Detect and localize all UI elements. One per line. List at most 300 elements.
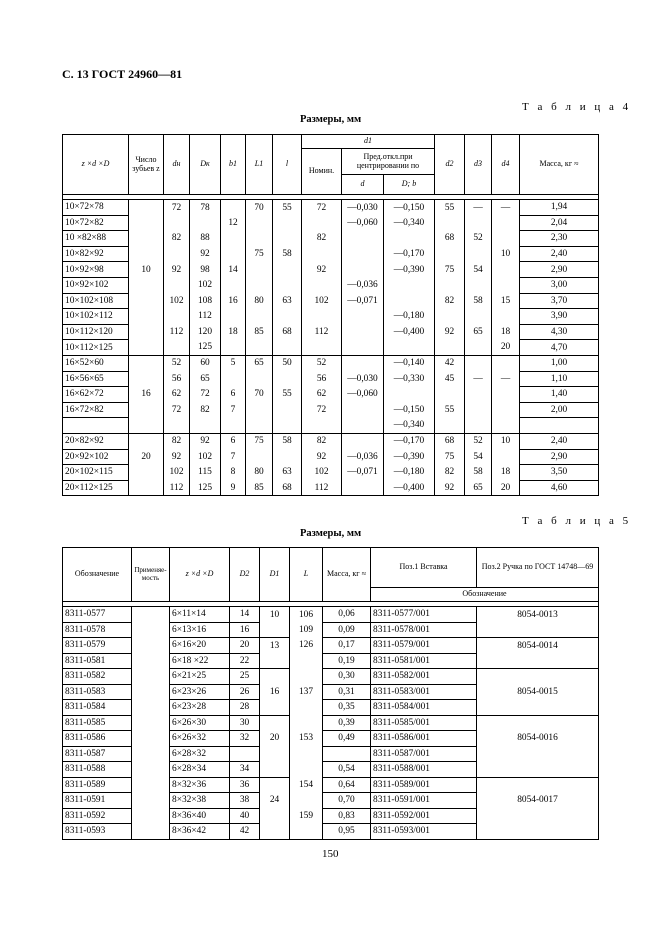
cell-D1: 16 [260,684,290,700]
cell-nom [302,418,342,434]
table-row [63,433,599,449]
cell-pos2 [477,700,599,716]
cell-L1 [246,340,273,356]
cell-dev-d [342,480,384,496]
cell-D2: 42 [230,824,260,840]
cell-dn: 102 [164,465,190,481]
cell-b1 [221,371,246,387]
cell-Dk [190,215,221,231]
cell-dn [164,246,190,262]
cell-l: 55 [273,200,302,216]
cell-d2: 82 [435,465,465,481]
cell-L [290,700,323,716]
cell-L1: 85 [246,480,273,496]
cell-dn: 112 [164,324,190,340]
cell-b1 [221,231,246,247]
cell-dev-Db [384,340,435,356]
cell-teeth [129,324,164,340]
cell-d3: 52 [465,231,492,247]
cell-d4: — [492,371,520,387]
cell-b1: 14 [221,262,246,278]
cell-Dk: 72 [190,387,221,403]
cell-L1: 75 [246,433,273,449]
cell-mass: 0,30 [323,669,371,685]
cell-mass: 0,70 [323,793,371,809]
cell-designation: 8311-0584 [63,700,132,716]
cell-l [273,418,302,434]
cell-D1 [260,669,290,685]
cell-zdD: 20×82×92 [63,433,129,449]
cell-D1 [260,762,290,778]
cell-dev-d [342,402,384,418]
cell-l [273,340,302,356]
cell-pos2 [477,762,599,778]
cell-b1: 9 [221,480,246,496]
cell-pos2 [477,746,599,762]
cell-b1: 7 [221,402,246,418]
cell-nom: 72 [302,200,342,216]
cell-d2 [435,418,465,434]
cell-d3 [465,355,492,371]
col-d1: d1 [302,135,435,149]
cell-d3 [465,215,492,231]
cell-d4: 18 [492,324,520,340]
cell-teeth [129,480,164,496]
col-d3: d3 [465,135,492,195]
cell-dn: 72 [164,200,190,216]
cell-applicability [132,622,170,638]
cell-dev-d: —0,036 [342,449,384,465]
cell-L1 [246,449,273,465]
cell-dev-Db: —0,150 [384,402,435,418]
col-zdD5: z ×d ×D [170,548,230,602]
cell-L [290,762,323,778]
cell-nom: 52 [302,355,342,371]
table4-label: Т а б л и ц а 4 [522,101,632,113]
cell-dn: 82 [164,231,190,247]
cell-nom [302,340,342,356]
cell-zdD: 8×36×40 [170,808,230,824]
cell-pos2: 8054-0015 [477,684,599,700]
cell-L1: 70 [246,200,273,216]
cell-mass: 1,00 [520,355,599,371]
table-row [63,262,599,278]
cell-pos1: 8311-0593/001 [371,824,477,840]
cell-dev-Db: —0,340 [384,418,435,434]
cell-D1: 20 [260,731,290,747]
cell-mass: 2,04 [520,215,599,231]
cell-l [273,371,302,387]
table-row [63,808,599,824]
table-row [63,200,599,216]
cell-zdD: 10×112×125 [63,340,129,356]
cell-d4: 10 [492,246,520,262]
cell-applicability [132,653,170,669]
cell-D2: 38 [230,793,260,809]
cell-dn [164,418,190,434]
cell-b1: 6 [221,387,246,403]
cell-d2: 42 [435,355,465,371]
cell-nom: 102 [302,465,342,481]
cell-L: 109 [290,622,323,638]
cell-dev-Db: —0,140 [384,355,435,371]
cell-Dk: 98 [190,262,221,278]
cell-mass [323,746,371,762]
cell-d3 [465,246,492,262]
cell-d4: — [492,200,520,216]
cell-D1 [260,700,290,716]
cell-d2: 45 [435,371,465,387]
cell-zdD: 10×102×112 [63,309,129,325]
page-number: 150 [322,848,339,860]
table-row [63,669,599,685]
cell-dev-Db: —0,180 [384,309,435,325]
col-Dk: Dк [190,135,221,195]
col-dn: dн [164,135,190,195]
cell-d3: 54 [465,449,492,465]
cell-D1: 13 [260,638,290,654]
col-L1: L1 [246,135,273,195]
cell-pos1: 8311-0577/001 [371,607,477,623]
cell-zdD: 10×102×108 [63,293,129,309]
cell-Dk: 102 [190,277,221,293]
cell-pos2 [477,622,599,638]
cell-d2 [435,277,465,293]
cell-dev-d [342,340,384,356]
cell-dev-Db: —0,400 [384,480,435,496]
cell-L: 153 [290,731,323,747]
cell-l: 63 [273,293,302,309]
cell-zdD: 10×72×82 [63,215,129,231]
cell-L1: 70 [246,387,273,403]
cell-teeth [129,371,164,387]
cell-designation: 8311-0592 [63,808,132,824]
cell-mass: 0,17 [323,638,371,654]
cell-zdD: 20×92×102 [63,449,129,465]
cell-dn: 92 [164,262,190,278]
cell-D2: 36 [230,777,260,793]
cell-zdD: 6×23×28 [170,700,230,716]
cell-D2: 40 [230,808,260,824]
cell-nom: 112 [302,480,342,496]
col-teeth: Число зубьев z [129,135,164,195]
cell-Dk [190,418,221,434]
cell-b1: 18 [221,324,246,340]
cell-zdD: 10×92×98 [63,262,129,278]
cell-Dk: 82 [190,402,221,418]
cell-mass: 0,64 [323,777,371,793]
cell-teeth [129,277,164,293]
cell-nom: 82 [302,231,342,247]
cell-L: 154 [290,777,323,793]
cell-dev-d: —0,030 [342,200,384,216]
cell-L1 [246,215,273,231]
cell-L1 [246,418,273,434]
cell-Dk: 108 [190,293,221,309]
cell-pos1: 8311-0583/001 [371,684,477,700]
cell-applicability [132,669,170,685]
cell-d4: 20 [492,480,520,496]
cell-pos2: 8054-0014 [477,638,599,654]
cell-pos2: 8054-0013 [477,607,599,623]
cell-designation: 8311-0586 [63,731,132,747]
cell-dev-Db [384,387,435,403]
cell-teeth [129,246,164,262]
cell-dev-Db: —0,170 [384,433,435,449]
cell-nom [302,215,342,231]
table-row [63,793,599,809]
cell-dev-d [342,324,384,340]
cell-dev-d [342,231,384,247]
cell-pos1: 8311-0578/001 [371,622,477,638]
cell-d3: 65 [465,480,492,496]
cell-zdD: 10 ×82×88 [63,231,129,247]
cell-pos1: 8311-0585/001 [371,715,477,731]
cell-Dk: 65 [190,371,221,387]
cell-d3 [465,387,492,403]
cell-dn: 102 [164,293,190,309]
cell-L [290,793,323,809]
cell-l [273,277,302,293]
col-D1: D1 [260,548,290,602]
cell-d2: 68 [435,231,465,247]
cell-L1 [246,309,273,325]
cell-d3 [465,340,492,356]
cell-D1 [260,746,290,762]
cell-d2: 55 [435,200,465,216]
cell-dn [164,277,190,293]
cell-nom: 62 [302,387,342,403]
cell-Dk: 102 [190,449,221,465]
cell-d4 [492,402,520,418]
cell-L [290,653,323,669]
cell-mass: 0,54 [323,762,371,778]
cell-L1: 75 [246,246,273,262]
table-row [63,355,599,371]
cell-d4 [492,355,520,371]
cell-applicability [132,684,170,700]
cell-d3: 58 [465,465,492,481]
cell-designation: 8311-0593 [63,824,132,840]
cell-nom: 92 [302,449,342,465]
cell-pos2 [477,715,599,731]
table-row [63,731,599,747]
cell-zdD: 20×112×125 [63,480,129,496]
cell-zdD: 20×102×115 [63,465,129,481]
col-dev-d: d [342,175,384,195]
cell-l [273,231,302,247]
cell-d2: 92 [435,324,465,340]
cell-dev-d [342,433,384,449]
cell-zdD: 6×26×32 [170,731,230,747]
cell-d4 [492,262,520,278]
cell-d4: 18 [492,465,520,481]
cell-teeth [129,465,164,481]
cell-designation: 8311-0583 [63,684,132,700]
cell-dev-Db: —0,170 [384,246,435,262]
cell-mass: 2,30 [520,231,599,247]
cell-nom [302,277,342,293]
table-row [63,746,599,762]
cell-b1: 7 [221,449,246,465]
cell-mass: 0,39 [323,715,371,731]
cell-d3: 54 [465,262,492,278]
cell-applicability [132,700,170,716]
cell-mass: 0,06 [323,607,371,623]
cell-d4: 10 [492,433,520,449]
table-row [63,371,599,387]
table-row [63,762,599,778]
cell-mass: 2,40 [520,246,599,262]
cell-teeth [129,293,164,309]
cell-pos2 [477,824,599,840]
cell-d3: — [465,200,492,216]
cell-zdD: 10×82×92 [63,246,129,262]
cell-nom: 56 [302,371,342,387]
cell-zdD: 6×13×16 [170,622,230,638]
cell-dn: 56 [164,371,190,387]
cell-L1: 85 [246,324,273,340]
cell-d3 [465,402,492,418]
cell-l: 68 [273,480,302,496]
cell-mass: 3,90 [520,309,599,325]
cell-dev-d [342,355,384,371]
cell-dn [164,309,190,325]
cell-dn: 62 [164,387,190,403]
table-5 [62,547,599,840]
cell-d2 [435,246,465,262]
cell-nom: 92 [302,262,342,278]
cell-D1 [260,808,290,824]
cell-applicability [132,824,170,840]
cell-b1 [221,340,246,356]
cell-b1: 8 [221,465,246,481]
cell-Dk: 125 [190,340,221,356]
cell-L1 [246,262,273,278]
table-row [63,246,599,262]
cell-L1: 65 [246,355,273,371]
cell-l [273,309,302,325]
cell-d4 [492,277,520,293]
cell-Dk: 60 [190,355,221,371]
cell-dn: 112 [164,480,190,496]
cell-dev-Db [384,231,435,247]
cell-dev-Db: —0,390 [384,262,435,278]
cell-Dk: 115 [190,465,221,481]
cell-teeth [129,418,164,434]
table-row [63,231,599,247]
cell-d4: 15 [492,293,520,309]
table-row [63,607,599,623]
cell-Dk: 125 [190,480,221,496]
cell-designation: 8311-0587 [63,746,132,762]
cell-D1 [260,824,290,840]
cell-d4 [492,231,520,247]
cell-pos1: 8311-0589/001 [371,777,477,793]
cell-L1: 80 [246,293,273,309]
cell-b1 [221,277,246,293]
table-row [63,402,599,418]
cell-D1 [260,777,290,793]
cell-dev-d: —0,030 [342,371,384,387]
cell-designation: 8311-0582 [63,669,132,685]
cell-l: 63 [273,465,302,481]
cell-designation: 8311-0589 [63,777,132,793]
cell-dev-d [342,418,384,434]
cell-d2 [435,215,465,231]
cell-dev-Db: —0,340 [384,215,435,231]
cell-zdD: 16×56×65 [63,371,129,387]
cell-zdD: 10×92×102 [63,277,129,293]
cell-d3 [465,309,492,325]
cell-L [290,669,323,685]
table-row [63,638,599,654]
table-row [63,277,599,293]
table-row [63,480,599,496]
cell-dn: 72 [164,402,190,418]
cell-Dk: 78 [190,200,221,216]
cell-d3 [465,277,492,293]
col-d2: d2 [435,135,465,195]
cell-D2: 14 [230,607,260,623]
cell-zdD: 8×32×36 [170,777,230,793]
table-row [63,824,599,840]
cell-applicability [132,607,170,623]
cell-b1: 16 [221,293,246,309]
cell-L1 [246,231,273,247]
cell-L1 [246,402,273,418]
cell-applicability [132,808,170,824]
cell-zdD: 6×28×34 [170,762,230,778]
table-row [63,418,599,434]
col-l: l [273,135,302,195]
cell-pos2 [477,777,599,793]
cell-d2 [435,340,465,356]
cell-D1 [260,622,290,638]
cell-Dk: 92 [190,246,221,262]
cell-D2: 34 [230,762,260,778]
cell-L: 106 [290,607,323,623]
cell-D2: 16 [230,622,260,638]
cell-mass: 0,83 [323,808,371,824]
cell-L: 126 [290,638,323,654]
col-nom: Номин. [302,149,342,195]
cell-teeth [129,402,164,418]
cell-L [290,715,323,731]
cell-nom: 112 [302,324,342,340]
cell-d4 [492,309,520,325]
cell-teeth [129,215,164,231]
cell-dev-d [342,246,384,262]
cell-teeth [129,355,164,371]
cell-Dk: 112 [190,309,221,325]
cell-teeth [129,200,164,216]
col-designation: Обозначение [63,548,132,602]
cell-designation: 8311-0577 [63,607,132,623]
cell-dev-d: —0,071 [342,465,384,481]
cell-d4: 20 [492,340,520,356]
cell-Dk: 88 [190,231,221,247]
cell-mass: 0,95 [323,824,371,840]
cell-mass: 2,00 [520,402,599,418]
cell-zdD: 10×72×78 [63,200,129,216]
cell-b1 [221,309,246,325]
cell-nom: 82 [302,433,342,449]
cell-zdD: 6×11×14 [170,607,230,623]
table-row [63,777,599,793]
cell-d3: 65 [465,324,492,340]
cell-L: 137 [290,684,323,700]
